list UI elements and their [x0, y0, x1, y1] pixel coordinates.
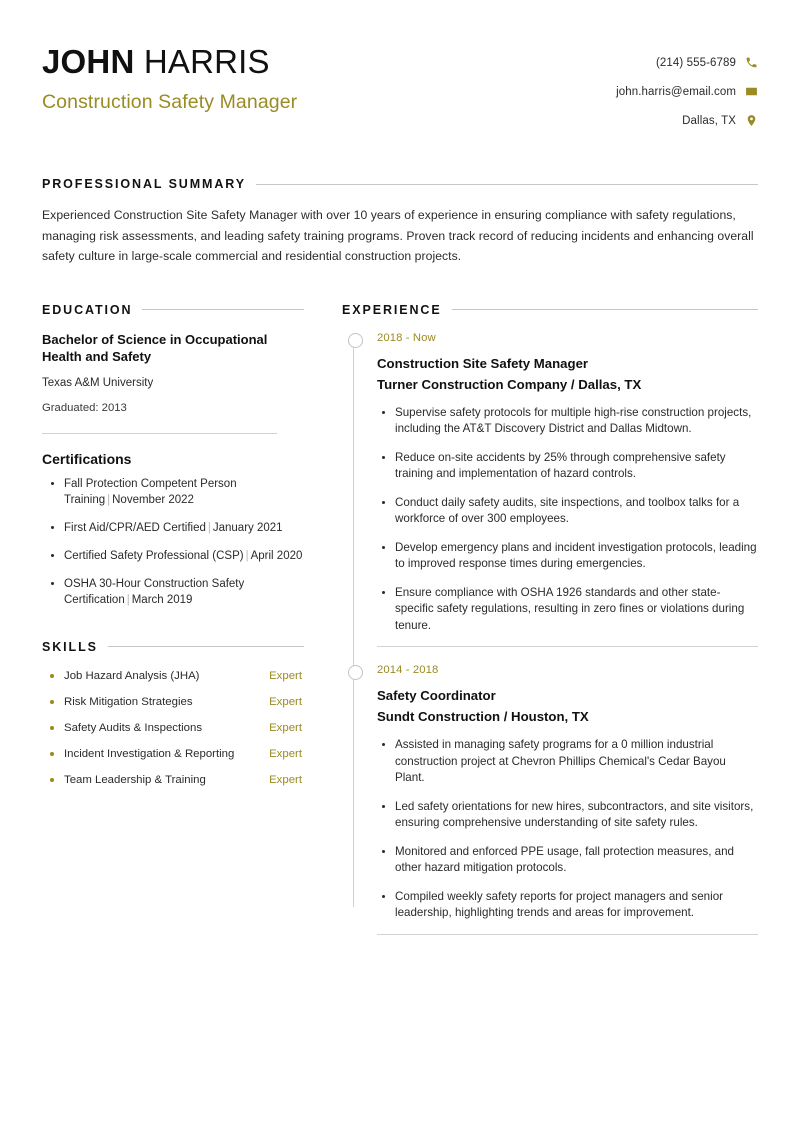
list-item: [42, 576, 304, 608]
skills-section-header: [42, 640, 304, 654]
list-item: Compiled weekly safety reports for project managers and senior leadership, highlighting trends and areas for improvement.: [377, 889, 758, 922]
education-heading-rule: [142, 309, 304, 310]
experience-timeline: [342, 331, 758, 935]
skill-level: Expert: [269, 695, 302, 708]
resume-header: [42, 38, 758, 137]
right-column: [342, 303, 758, 935]
certification-date: March 2019: [131, 593, 193, 606]
experience-entry: [377, 663, 758, 922]
list-item: [42, 694, 304, 711]
list-item: Monitored and enforced PPE usage, fall protection measures, and other hazard mitigation protocols.: [377, 844, 758, 877]
list-item: [42, 668, 304, 685]
experience-dates: 2018 - Now: [377, 331, 436, 344]
certification-name: Certified Safety Professional (CSP): [64, 549, 244, 562]
certifications-heading: Certifications: [42, 450, 132, 467]
experience-section-end-divider: [377, 934, 758, 935]
name-first: JOHN: [42, 43, 135, 80]
certification-date: January 2021: [212, 521, 283, 534]
contact-phone[interactable]: [616, 50, 758, 75]
summary-paragraph: Experienced Construction Site Safety Manager with over 10 years of experience in ensuring compliance with safety regulations, managing risk assessments, and leading safety training programs. Proven track record of reducing incidents and enhancing overall safety culture in large-scale commercial and residential construction projects.: [42, 208, 754, 263]
certifications-section: [42, 450, 304, 608]
skills-section: [42, 640, 304, 789]
skill-name: Safety Audits & Inspections: [42, 720, 261, 737]
certification-name: First Aid/CPR/AED Certified: [64, 521, 206, 534]
experience-role: Safety Coordinator: [377, 688, 496, 703]
contact-location-text: Dallas, TX: [682, 114, 736, 127]
candidate-job-title: Construction Safety Manager: [42, 91, 298, 113]
certification-date: November 2022: [112, 493, 194, 506]
skills-list: [42, 668, 304, 789]
envelope-icon: [745, 85, 758, 98]
skill-level: Expert: [269, 721, 302, 734]
experience-bullet-list: [377, 737, 758, 922]
resume-body: [42, 303, 758, 935]
education-graduation: Graduated: 2013: [42, 401, 127, 414]
contact-location[interactable]: [616, 108, 758, 133]
education-section: [42, 303, 304, 416]
list-item: Reduce on-site accidents by 25% through comprehensive safety training and implementation of hazard controls.: [377, 450, 758, 483]
list-item: [42, 548, 304, 564]
skill-level: Expert: [269, 773, 302, 786]
left-column: [42, 303, 304, 798]
certification-separator: |: [245, 549, 249, 562]
list-item: Develop emergency plans and incident investigation protocols, leading to improved response times during emergencies.: [377, 540, 758, 573]
contact-email[interactable]: [616, 79, 758, 104]
skill-name: Job Hazard Analysis (JHA): [42, 668, 261, 685]
list-item: [42, 520, 304, 536]
certification-name: Fall Protection Competent Person Training: [64, 477, 237, 506]
location-pin-icon: [745, 114, 758, 127]
certification-separator: |: [107, 493, 111, 506]
list-item: Assisted in managing safety programs for a 0 million industrial construction project at Chevron Phillips Chemical's Cedar Bayou Plant.: [377, 737, 758, 787]
name-last: HARRIS: [143, 43, 270, 80]
experience-entry-divider: [377, 646, 758, 647]
list-item: [42, 720, 304, 737]
timeline-dot-icon: [348, 665, 363, 680]
certification-separator: |: [207, 521, 211, 534]
skill-level: Expert: [269, 669, 302, 682]
skills-heading-rule: [108, 646, 304, 647]
experience-section-header: [342, 303, 758, 317]
timeline-rail: [353, 339, 354, 907]
identity-block: [42, 42, 297, 114]
certification-separator: |: [126, 593, 130, 606]
list-item: Ensure compliance with OSHA 1926 standards and other state-specific safety regulations, resulting in zero fines or violations during tenure.: [377, 585, 758, 635]
contact-list: [616, 42, 758, 137]
experience-heading-rule: [452, 309, 758, 310]
experience-heading: EXPERIENCE: [342, 302, 442, 317]
skill-name: Risk Mitigation Strategies: [42, 694, 261, 711]
certification-date: April 2020: [250, 549, 303, 562]
list-item: [42, 772, 304, 789]
skill-name: Team Leadership & Training: [42, 772, 261, 789]
summary-section-header: [42, 177, 758, 191]
list-item: Supervise safety protocols for multiple high-rise construction projects, including the AT&T Discovery District and Dallas Midtown.: [377, 405, 758, 438]
certification-name: OSHA 30-Hour Construction Safety Certification: [64, 577, 245, 606]
list-item: [42, 746, 304, 763]
education-certifications-divider: [42, 433, 277, 434]
education-degree: Bachelor of Science in Occupational Health and Safety: [42, 331, 268, 364]
summary-heading-rule: [256, 184, 758, 185]
timeline-dot-icon: [348, 333, 363, 348]
experience-role: Construction Site Safety Manager: [377, 355, 589, 371]
phone-icon: [745, 56, 758, 69]
experience-dates: 2014 - 2018: [377, 664, 439, 676]
contact-phone-text: (214) 555-6789: [655, 56, 736, 69]
skills-heading: SKILLS: [42, 639, 98, 654]
list-item: [42, 476, 304, 508]
education-school: Texas A&M University: [42, 376, 154, 389]
experience-company: Sundt Construction / Houston, TX: [377, 709, 589, 724]
professional-summary-section: [42, 177, 758, 267]
certifications-list: [42, 476, 304, 608]
skill-level: Expert: [269, 747, 302, 760]
summary-heading: PROFESSIONAL SUMMARY: [42, 177, 246, 191]
candidate-name: [42, 42, 297, 82]
list-item: Led safety orientations for new hires, subcontractors, and site visitors, ensuring comprehensive understanding of site safety rules.: [377, 799, 758, 832]
education-section-header: [42, 303, 304, 317]
experience-entry: [377, 331, 758, 635]
skill-name: Incident Investigation & Reporting: [42, 746, 261, 763]
education-heading: EDUCATION: [42, 302, 133, 317]
experience-company: Turner Construction Company / Dallas, TX: [377, 376, 642, 392]
list-item: Conduct daily safety audits, site inspections, and toolbox talks for a workforce of over 300 employees.: [377, 495, 758, 528]
experience-bullet-list: [377, 405, 758, 635]
contact-email-text: john.harris@email.com: [616, 85, 736, 98]
